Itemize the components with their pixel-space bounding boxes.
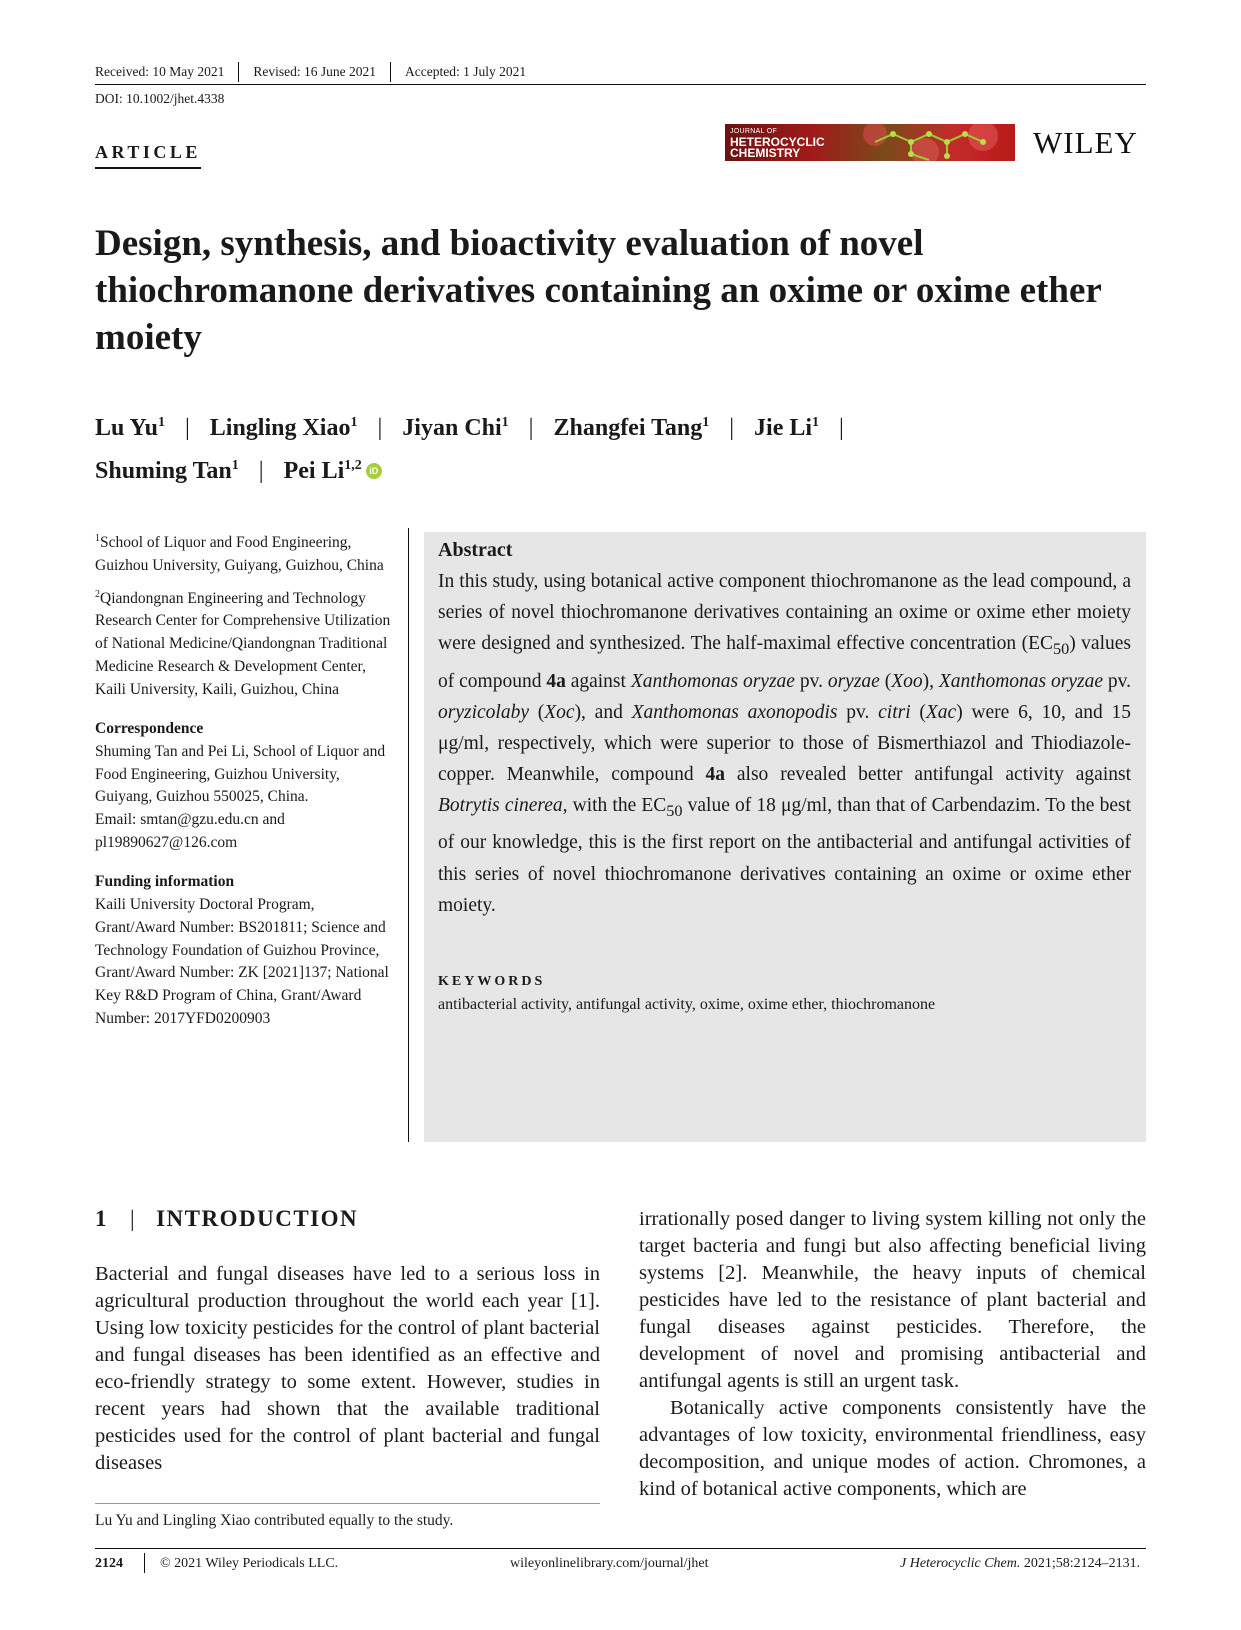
author[interactable]: Lingling Xiao$^1$	[209, 415, 358, 441]
header-rule	[95, 84, 1146, 85]
copyright: © 2021 Wiley Periodicals LLC.	[160, 1556, 339, 1571]
body-column-right	[639, 1206, 1146, 1503]
body-column-left	[95, 1261, 600, 1477]
journal-logo-line3: CHEMISTRY	[730, 146, 801, 160]
article-type-label: ARTICLE	[95, 142, 201, 169]
section-number: 1	[95, 1206, 108, 1231]
footnote-rule	[95, 1503, 600, 1504]
keywords-list: antibacterial activity, antifungal activity, oxime, oxime ether, thiochromanone	[438, 996, 936, 1013]
section-title: INTRODUCTION	[156, 1206, 359, 1231]
abstract-box	[424, 532, 1146, 1142]
doi[interactable]: DOI: 10.1002/jhet.4338	[95, 91, 225, 106]
author[interactable]: Shuming Tan$^1$	[95, 458, 239, 484]
paragraph: Bacterial and fungal diseases have led to a serious loss in agricultural production throughout the world each year [1]. Using low toxicity pesticides for the control of plant bacterial and fungal diseases has been identified as an effective and eco-friendly strategy to some extent. However, studies in recent years had shown that the available traditional pesticides used for the control of plant bacterial and fungal diseases	[95, 1263, 600, 1474]
author-list: Lu Yu$^1$ | Lingling Xiao$^1$ | Jiyan Chi$^1$ | Zhangfei Tang$^1$ | Jie Li$^1$ | Shuming Tan$^1$ | Pei Li$^{1,2}$ iD	[95, 415, 844, 484]
author[interactable]: Jiyan Chi$^1$	[402, 415, 509, 441]
sidebar-divider	[408, 528, 409, 1142]
paragraph: Botanically active components consistently have the advantages of low toxicity, environmental friendliness, easy decomposition, and unique modes of action. Chromones, a kind of botanical active components, which are	[639, 1397, 1146, 1500]
author[interactable]: Jie Li$^1$	[754, 415, 820, 441]
affiliation-1: $^1$School of Liquor and Food Engineering, Guizhou University, Guiyang, Guizhou, China	[95, 533, 384, 574]
citation: J Heterocyclic Chem. 2021;58:2124–2131.	[900, 1556, 1141, 1571]
section-heading: 1 | INTRODUCTION	[95, 1206, 359, 1231]
paper-title: Design, synthesis, and bioactivity evaluation of novel thiochromanone derivatives containing an oxime or oxime ether moiety	[95, 223, 1102, 358]
affiliations-sidebar	[95, 528, 395, 1036]
correspondence-heading: Correspondence	[95, 720, 204, 738]
abstract-heading: Abstract	[438, 539, 513, 561]
author[interactable]: Zhangfei Tang$^1$	[553, 415, 710, 441]
page-number: 2124	[95, 1556, 123, 1571]
correspondence-email[interactable]: Email: smtan@gzu.edu.cn and pl19890627@126.com	[95, 811, 285, 851]
journal-logo-line2: HETEROCYCLIC	[730, 135, 825, 149]
journal-logo	[725, 124, 1015, 161]
accepted-date: Accepted: 1 July 2021	[390, 62, 540, 82]
publisher-logo: WILEY	[1033, 125, 1138, 160]
journal-logo-line1: JOURNAL OF	[730, 128, 778, 135]
received-date: Received: 10 May 2021	[95, 64, 225, 79]
footnote: Lu Yu and Lingling Xiao contributed equally to the study.	[95, 1512, 454, 1529]
revised-date: Revised: 16 June 2021	[238, 62, 390, 82]
affiliation-2: $^2$Qiandongnan Engineering and Technology Research Center for Comprehensive Utilization of National Medicine/Qiandongnan Traditional Medicine Research & Development Center, Kaili University, Kaili, Guizhou, China	[95, 588, 391, 698]
orcid-icon[interactable]: iD	[366, 463, 382, 479]
footer-rule	[95, 1548, 1146, 1549]
correspondence-text: Shuming Tan and Pei Li, School of Liquor and Food Engineering, Guizhou University, Guiyang, Guizhou 550025, China.	[95, 742, 386, 806]
journal-logo-text	[730, 126, 825, 159]
paragraph: irrationally posed danger to living system killing not only the target bacteria and fungi but also affecting beneficial living systems [2]. Meanwhile, the heavy inputs of chemical pesticides have led to the resistance of plant bacterial and fungal diseases against pesticides. Therefore, the development of novel and promising antibacterial and antifungal agents is still an urgent task.	[639, 1208, 1146, 1392]
footer-separator	[144, 1553, 145, 1573]
keywords-heading: KEYWORDS	[438, 974, 546, 989]
funding-text: Kaili University Doctoral Program, Grant/Award Number: BS201811; Science and Technology Foundation of Guizhou Province, Grant/Award Number: ZK [2021]137; National Key R&D Program of China, Grant/Award Number: 2017YFD0200903	[95, 896, 389, 1027]
abstract-text: In this study, using botanical active component thiochromanone as the lead compound, a series of novel thiochromanone derivatives containing an oxime or oxime ether moiety were designed and synthesized. The half-maximal effective concentration $(EC_{50})$ values of compound 4a against Xanthomonas oryzae pv. oryzae (Xoo), Xanthomonas oryzae pv. oryzicolaby (Xoc), and Xanthomonas axonopodis pv. citri (Xac) were 6, 10, and 15 μg/ml, respectively, which were superior to those of Bismerthiazol and Thiodiazole-copper. Meanwhile, compound 4a also revealed better antifungal activity against Botrytis cinerea, with the $EC_{50}$ value of 18 μg/ml, than that of Carbendazim. To the best of our knowledge, this is the first report on the antibacterial and antifungal activities of this series of novel thiochromanone derivatives containing an oxime or oxime ether moiety.	[438, 571, 1132, 916]
funding-heading: Funding information	[95, 873, 235, 891]
journal-url[interactable]: wileyonlinelibrary.com/journal/jhet	[510, 1556, 709, 1571]
author[interactable]: Pei Li$^{1,2}$	[283, 458, 362, 484]
article-dates	[95, 62, 540, 82]
author[interactable]: Lu Yu$^1$	[95, 415, 165, 441]
